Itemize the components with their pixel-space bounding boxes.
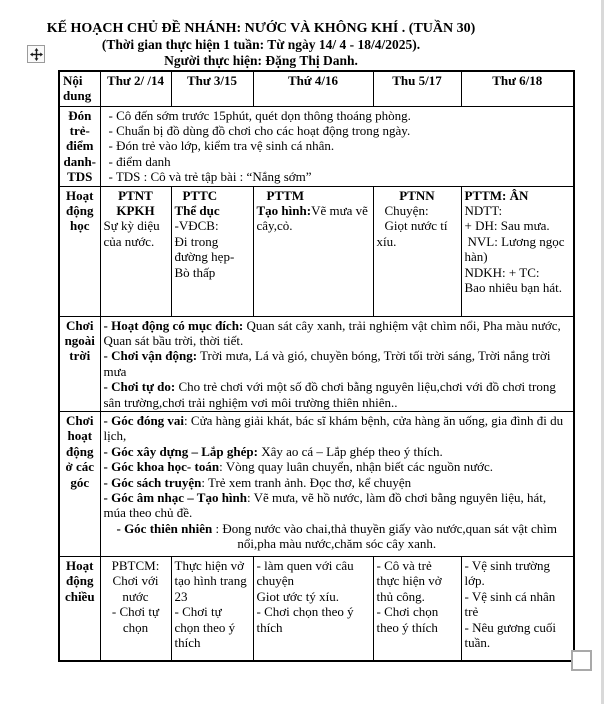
document-title[interactable]: KẾ HOẠCH CHỦ ĐỀ NHÁNH: NƯỚC VÀ KHÔNG KHÍ . (TUẦN 30): [46, 21, 476, 36]
row-don-tre: [59, 106, 574, 186]
header-cell-thu4[interactable]: Thứ 4/16: [253, 71, 373, 106]
header-row: [59, 71, 574, 106]
cell-chieu-thu4[interactable]: - làm quen với câu chuyện Giot ước tý xíu. - Chơi chọn theo ý thích: [253, 556, 373, 661]
cell-chieu-thu3[interactable]: Thực hiện vở tạo hình trang 23 - Chơi tự chọn theo ý thích: [171, 556, 253, 661]
cell-hoc-thu5[interactable]: PTNN Chuyện: Giọt nước tí xíu.: [373, 186, 461, 316]
header-cell-thu2[interactable]: Thư 2/ /14: [100, 71, 171, 106]
cell-hoc-thu2[interactable]: PTNT KPKH Sự kỳ diệu của nước.: [100, 186, 171, 316]
header-cell-thu6[interactable]: Thư 6/18: [461, 71, 574, 106]
cell-chieu-thu6[interactable]: - Vệ sinh trường lớp. - Vệ sinh cá nhân trẻ - Nêu gương cuối tuần.: [461, 556, 574, 661]
cell-hoc-thu6[interactable]: PTTM: ÂN NDTT: + DH: Sau mưa. NVL: Lương ngọc hàn) NDKH: + TC: Bao nhiêu bạn hát.: [461, 186, 574, 316]
cell-ngoai-troi-content[interactable]: - Hoạt động có mục đích: Quan sát cây xanh, trải nghiệm vật chìm nổi, Pha màu nước, Quan sát bầu trời, thời tiết. - Chơi vận động: Trời mưa, Lá và gió, chuyền bóng, Trời tối trời sáng, Trời nắng trời mưa - Chơi tự do: Cho trẻ chơi với một số đồ chơi bằng nguyên liệu,chơi với đồ chơi trong sân trường,chơi trải nghiệm vơi môi trường thiên nhiên..: [100, 316, 574, 411]
row-hoat-dong-hoc: [59, 186, 574, 316]
table-resize-handle[interactable]: [571, 650, 592, 671]
cell-goc-content[interactable]: - Góc đóng vai: Cửa hàng giải khát, bác sĩ khám bệnh, cửa hàng ăn uống, gia đình đi du lịch, - Góc xây dựng – Lắp ghép: Xây ao cá – Lắp ghép theo ý thích. - Góc khoa học- toán: Vòng quay luân chuyển, nhận biết các nguồn nước. - Góc sách truyện: Trẻ xem tranh ảnh. Đọc thơ, kể chuyện - Góc âm nhạc – Tạo hình: Vẽ mưa, vẽ hồ nước, làm đồ chơi bằng nguyên liệu, hát, múa theo chủ đề. - Góc thiên nhiên : Đong nước vào chai,thả thuyền giấy vào nước,quan sát vật chìm nổi,pha màu nước,chăm sóc cây xanh.: [100, 411, 574, 556]
cell-hoc-thu3[interactable]: PTTC Thể dục -VĐCB: Đi trong đường hẹp- Bò thấp: [171, 186, 253, 316]
document-title-block: [0, 20, 522, 69]
row-label-choi-hoat-dong-goc[interactable]: Chơi hoạt động ở các góc: [59, 411, 100, 556]
row-label-don-tre[interactable]: Đón trẻ- điểm danh- TDS: [59, 106, 100, 186]
header-cell-thu5[interactable]: Thu 5/17: [373, 71, 461, 106]
row-hoat-dong-chieu: [59, 556, 574, 661]
header-cell-noi-dung[interactable]: Nội dung: [59, 71, 100, 106]
row-label-choi-ngoai-troi[interactable]: Chơi ngoài trời: [59, 316, 100, 411]
row-choi-ngoai-troi: [59, 316, 574, 411]
row-choi-hoat-dong-goc: [59, 411, 574, 556]
row-label-hoat-dong-chieu[interactable]: Hoạt động chiều: [59, 556, 100, 661]
document-subtitle-duration[interactable]: (Thời gian thực hiện 1 tuần: Từ ngày 14/ 4 - 18/4/2025).: [101, 37, 421, 52]
cell-chieu-thu5[interactable]: - Cô và trẻ thực hiện vở thủ công. - Chơi chọn theo ý thích: [373, 556, 461, 661]
cell-don-tre-content[interactable]: - Cô đến sớm trước 15phút, quét dọn thông thoáng phòng. - Chuẩn bị đồ dùng đồ chơi cho các hoạt động trong ngày. - Đón trẻ vào lớp, kiểm tra vệ sinh cá nhân. - điểm danh - TDS : Cô và trẻ tập bài : “Nắng sớm”: [100, 106, 574, 186]
page-edge: [601, 0, 604, 704]
header-cell-thu3[interactable]: Thư 3/15: [171, 71, 253, 106]
cell-chieu-thu2[interactable]: PBTCM: Chơi với nước - Chơi tự chọn: [100, 556, 171, 661]
cell-hoc-thu4[interactable]: PTTM Tạo hình:Vẽ mưa vẽ cây,cỏ.: [253, 186, 373, 316]
lesson-plan-table: [58, 70, 575, 662]
document-subtitle-author[interactable]: Người thực hiện: Đặng Thị Danh.: [164, 53, 358, 68]
row-label-hoat-dong-hoc[interactable]: Hoạt động học: [59, 186, 100, 316]
